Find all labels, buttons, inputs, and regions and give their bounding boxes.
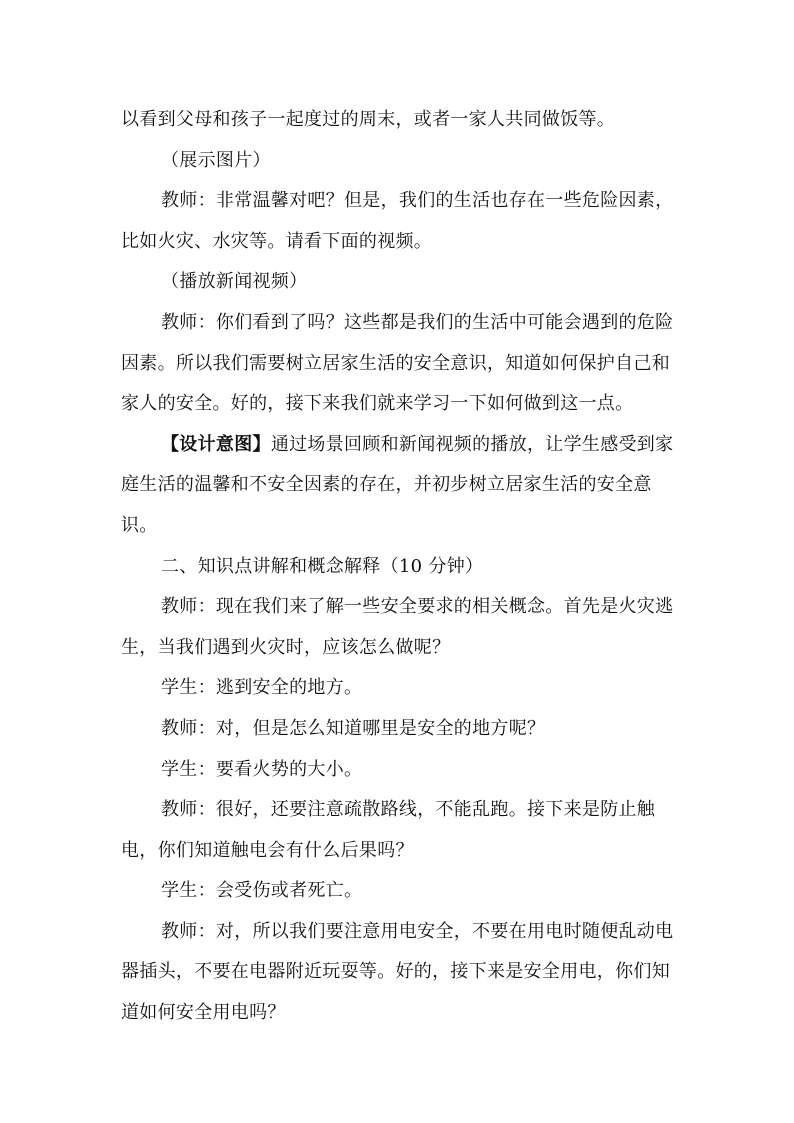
paragraph-10: 教师：对，但是怎么知道哪里是安全的地方呢？ xyxy=(161,717,546,739)
paragraph-11: 学生：要看火势的大小。 xyxy=(161,758,363,780)
paragraph-5: 教师：你们看到了吗？这些都是我们的生活中可能会遇到的危险因素。所以我们需要树立居家生活的安全意识，知道如何保护自己和家人的安全。好的，接下来我们就来学习一下如何做到这一点。 xyxy=(121,311,674,415)
paragraph-2: （展示图片） xyxy=(161,149,271,171)
paragraph-13: 学生：会受伤或者死亡。 xyxy=(161,880,363,902)
paragraph-8: 教师：现在我们来了解一些安全要求的相关概念。首先是火灾逃生，当我们遇到火灾时，应该怎么做呢？ xyxy=(121,596,674,658)
document-body xyxy=(121,100,681,1034)
paragraph-12: 教师：很好，还要注意疏散路线，不能乱跑。接下来是防止触电，你们知道触电会有什么后果吗？ xyxy=(121,799,656,861)
design-intent-text: 通过场景回顾和新闻视频的播放，让学生感受到家庭生活的温馨和不安全因素的存在，并初步树立居家生活的安全意识。 xyxy=(121,433,674,536)
paragraph-6 xyxy=(121,425,681,547)
section-heading: 二、知识点讲解和概念解释（10 分钟） xyxy=(161,555,484,577)
paragraph-4: （播放新闻视频） xyxy=(161,271,308,293)
design-intent-label: 【设计意图】 xyxy=(161,433,271,455)
paragraph-3: 教师：非常温馨对吧？但是，我们的生活也存在一些危险因素，比如火灾、水灾等。请看下面的视频。 xyxy=(121,190,674,252)
paragraph-14: 教师：对，所以我们要注意用电安全，不要在用电时随便乱动电器插头，不要在电器附近玩耍等。好的，接下来是安全用电，你们知道如何安全用电吗？ xyxy=(121,920,674,1024)
paragraph-1: 以看到父母和孩子一起度过的周末，或者一家人共同做饭等。 xyxy=(121,109,616,130)
paragraph-9: 学生：逃到安全的地方。 xyxy=(161,677,363,699)
